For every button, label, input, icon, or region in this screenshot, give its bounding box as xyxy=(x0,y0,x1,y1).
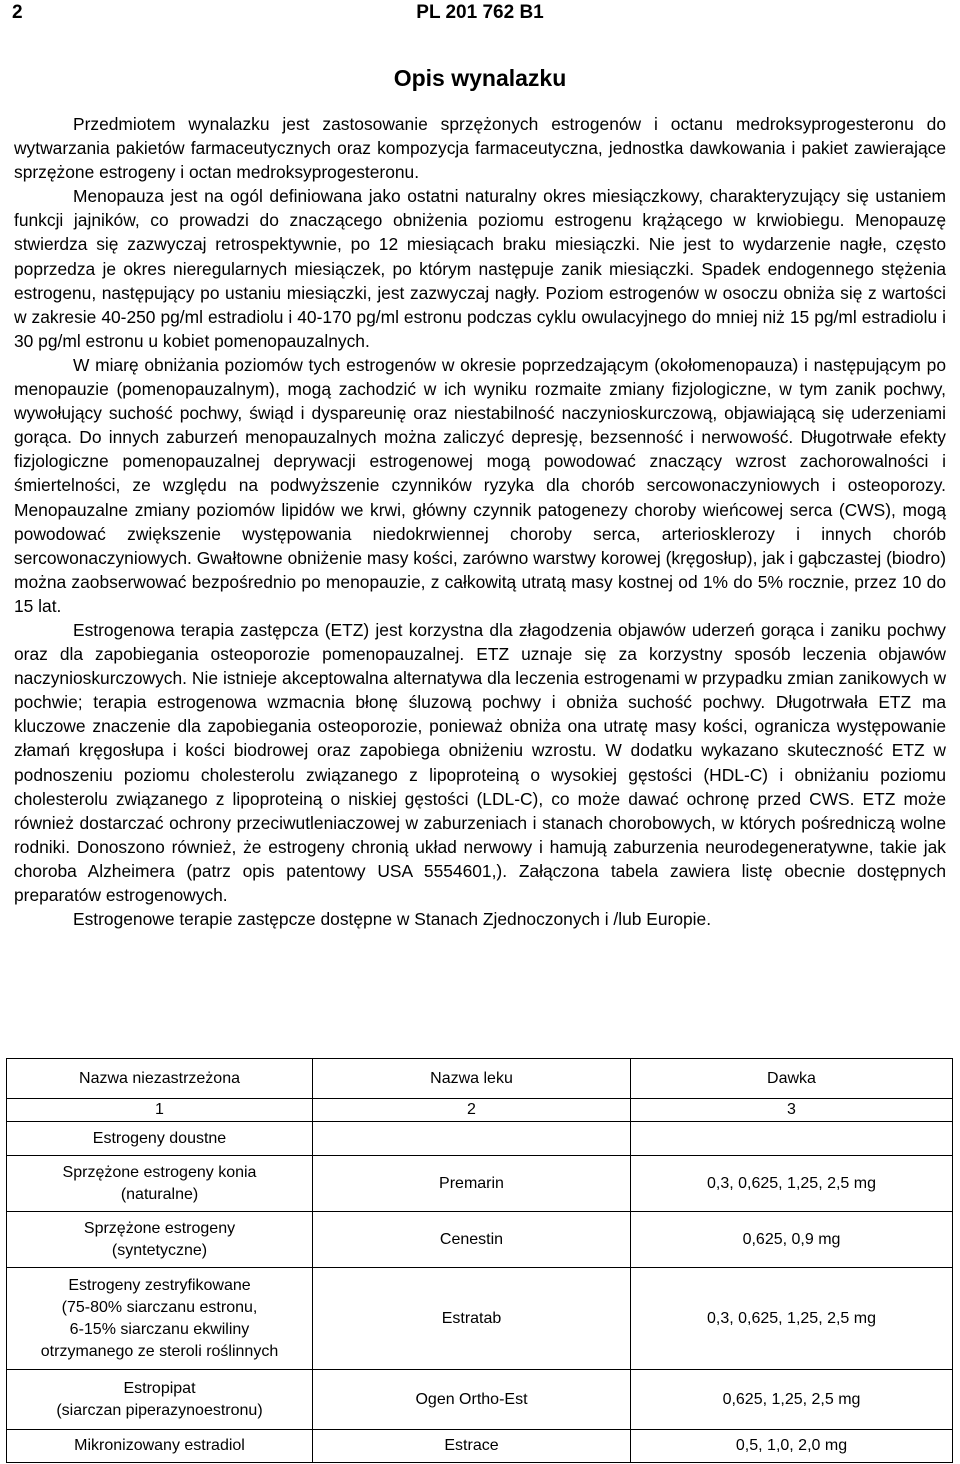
estrogen-preparations-table-wrap xyxy=(6,1058,952,1463)
row-dose: 0,625, 1,25, 2,5 mg xyxy=(631,1370,953,1430)
column-number-row xyxy=(7,1099,953,1122)
table-row xyxy=(7,1370,953,1430)
patent-id: PL 201 762 B1 xyxy=(416,2,544,23)
row-dose: 0,5, 1,0, 2,0 mg xyxy=(631,1430,953,1463)
row-generic-name: Estrogeny zestryfikowane (75-80% siarczanu estronu, 6-15% siarczanu ekwiliny otrzymanego ze steroli roślinnych xyxy=(7,1268,313,1370)
row-generic-name: Mikronizowany estradiol xyxy=(7,1430,313,1463)
table-row xyxy=(7,1268,953,1370)
row-drug-name: Estrace xyxy=(313,1430,631,1463)
paragraph-hrt-benefits: Estrogenowa terapia zastępcza (ETZ) jest korzystna dla złagodzenia objawów uderzeń gorąca i zaniku pochwy oraz dla zapobiegania osteoporozie pomenopauzalnej. ETZ uznaje się za korzystny sposób leczenia objawów naczynioskurczowych. Nie istnieje akceptowalna alternatywa dla leczenia estrogenami w przypadku zmian zanikowych w pochwie; terapia estrogenowa wzmacnia błonę śluzową pochwy i obniża suchość pochwy. Długotrwała ETZ ma kluczowe znaczenie dla zapobiegania osteoporozie, ponieważ obniża ona utratę masy kości, ogranicza występowanie złamań kręgosłupa i kości biodrowej oraz zapobiega obniżeniu wzrostu. W dodatku wykazano skuteczność ETZ w podnoszeniu poziomu cholesterolu związanego z lipoproteiną o wysokiej gęstości (HDL-C) i obniżaniu poziomu cholesterolu związanego z lipoproteiną o niskiej gęstości (LDL-C), co może dawać ochronę przed CWS. ETZ może również dostarczać ochrony przeciwutleniaczowej w zaburzeniach i stanach chorobowych, w których pośredniczą wolne rodniki. Donoszono również, że estrogeny chronią układ nerwowy i hamują zaburzenia neurodegeneratywne, takie jak choroba Alzheimera (patrz opis patentowy USA 5554601,). Załączona tabela zawiera listę obecnie dostępnych preparatów estrogenowych. xyxy=(14,619,946,905)
table-row xyxy=(7,1156,953,1212)
paragraph-menopause-definition: Menopauza jest na ogól definiowana jako ostatni naturalny okres miesiączkowy, charakteryzujący się ustaniem funkcji jajników, co prowadzi do znaczącego obniżenia poziomu estrogenu krążącego w krwiobiegu. Menopauzę stwierdza się zazwyczaj retrospektywnie, po 12 miesiącach braku miesiączki. Nie jest to wydarzenie nagłe, często poprzedza je okres nieregularnych miesiączek, po którym następuje zanik miesiączki. Spadek endogennego stężenia estrogenu, następujący po ustaniu miesiączki, jest zazwyczaj nagły. Poziom estrogenów w osoczu obniża się z wartości w zakresie 40-250 pg/ml estradiolu i 40-170 pg/ml estronu podczas cyklu owulacyjnego do mniej niż 15 pg/ml estradiolu i 30 pg/ml estronu u kobiet pomenopauzalnych. xyxy=(14,186,946,351)
category-label: Estrogeny doustne xyxy=(7,1122,313,1156)
header-drug-name: Nazwa leku xyxy=(313,1059,631,1099)
page-header xyxy=(0,0,960,26)
row-generic-name: Estropipat (siarczan piperazynoestronu) xyxy=(7,1370,313,1430)
column-number-1: 1 xyxy=(7,1099,313,1122)
estrogen-preparations-table xyxy=(6,1058,953,1463)
category-empty-drug xyxy=(313,1122,631,1156)
table-header-row xyxy=(7,1059,953,1099)
header-generic-name: Nazwa niezastrzeżona xyxy=(7,1059,313,1099)
page-number: 2 xyxy=(12,2,23,23)
row-dose: 0,3, 0,625, 1,25, 2,5 mg xyxy=(631,1268,953,1370)
header-dose: Dawka xyxy=(631,1059,953,1099)
row-generic-name: Sprzężone estrogeny (syntetyczne) xyxy=(7,1212,313,1268)
paragraph-physiological-changes: W miarę obniżania poziomów tych estrogenów w okresie poprzedzającym (okołomenopauza) i następującym po menopauzie (pomenopauzalnym), mogą zachodzić w ich wyniku rozmaite zmiany fizjologiczne, w tym zanik pochwy, wywołujący suchość pochwy, świąd i dyspareunię oraz niestabilność naczynioskurczową, objawiającą się uderzeniami gorąca. Do innych zaburzeń menopauzalnych można zaliczyć depresję, bezsenność i nerwowość. Długotrwałe efekty fizjologiczne pomenopauzalnej deprywacji estrogenowej mogą powodować znaczący wzrost zachorowalności i śmiertelności, ze względu na podwyższenie czynników ryzyka dla chorób sercowonaczyniowych i osteoporozy. Menopauzalne zmiany poziomów lipidów we krwi, główny czynnik patogenezy choroby wieńcowej serca (CWS), mogą powodować zwiększenie występowania niedokrwiennej choroby serca, arteriosklerozy i innych chorób sercowonaczyniowych. Gwałtowne obniżenie masy kości, zarówno warstwy korowej (kręgosłup), jak i gąbczastej (biodro) można zaobserwować bezpośrednio po menopauzie, z całkowitą utratą masy kostnej od 1% do 5% rocznie, przez 10 do 15 lat. xyxy=(14,354,946,616)
row-drug-name: Premarin xyxy=(313,1156,631,1212)
row-drug-name: Cenestin xyxy=(313,1212,631,1268)
row-generic-name: Sprzężone estrogeny konia (naturalne) xyxy=(7,1156,313,1212)
row-dose: 0,3, 0,625, 1,25, 2,5 mg xyxy=(631,1156,953,1212)
row-drug-name: Estratab xyxy=(313,1268,631,1370)
table-row xyxy=(7,1212,953,1268)
paragraph-subject: Przedmiotem wynalazku jest zastosowanie sprzężonych estrogenów i octanu medroksyprogesteronu do wytwarzania pakietów farmaceutycznych oraz kompozycja farmaceutyczna, jednostka dawkowania i pakiet zawierające sprzężone estrogeny i octan medroksyprogesteronu. xyxy=(14,114,946,183)
column-number-3: 3 xyxy=(631,1099,953,1122)
column-number-2: 2 xyxy=(313,1099,631,1122)
category-row xyxy=(7,1122,953,1156)
document-title: Opis wynalazku xyxy=(393,65,567,91)
paragraph-table-intro: Estrogenowe terapie zastępcze dostępne w Stanach Zjednoczonych i /lub Europie. xyxy=(73,909,712,930)
row-dose: 0,625, 0,9 mg xyxy=(631,1212,953,1268)
description-body xyxy=(14,112,946,931)
category-empty-dose xyxy=(631,1122,953,1156)
table-row xyxy=(7,1430,953,1463)
row-drug-name: Ogen Ortho-Est xyxy=(313,1370,631,1430)
